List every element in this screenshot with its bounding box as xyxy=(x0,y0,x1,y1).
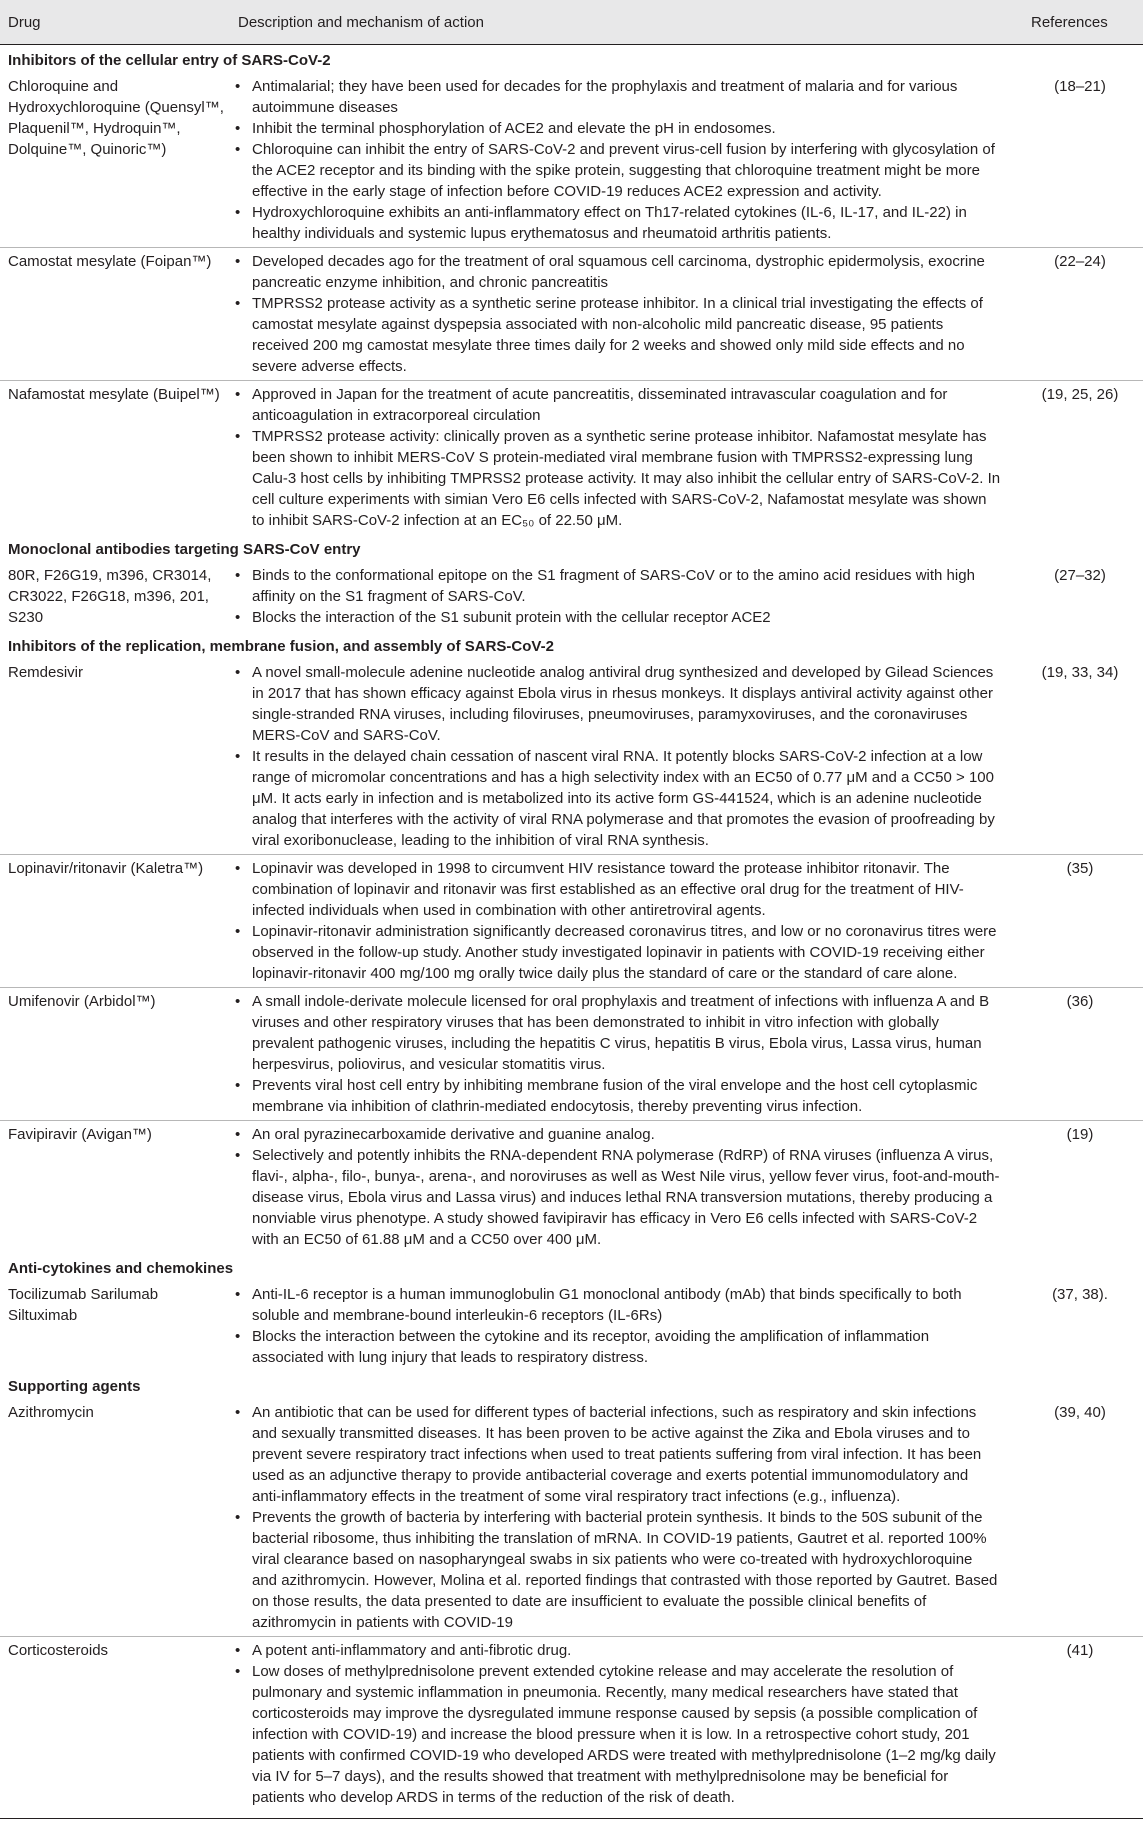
description-bullet-list xyxy=(230,662,1017,851)
section-title: Inhibitors of the replication, membrane fusion, and assembly of SARS-CoV-2 xyxy=(8,638,554,655)
description-bullet: • An antibiotic that can be used for different types of bacterial infections, such as respiratory and skin infections and sexually transmitted diseases. It has been proven to be active against the Zika and Ebola viruses and to prevent severe respiratory tract infections when used to treat patients suffering from viral infection. It has been used as an adjunctive therapy to provide antibacterial coverage and exerts potential immunomodulatory and anti-inflammatory effects in the treatment of some viral respiratory tract infections (e.g., influenza). xyxy=(230,1402,1017,1507)
drug-description xyxy=(230,1399,1017,1637)
drug-name: Azithromycin xyxy=(8,1404,94,1421)
drug-name: 80R, F26G19, m396, CR3014, CR3022, F26G18, m396, 201, S230 xyxy=(8,567,212,626)
description-bullet-list xyxy=(230,384,1017,531)
table-row xyxy=(0,1121,1143,1254)
description-bullet: • Hydroxychloroquine exhibits an anti-inflammatory effect on Th17-related cytokines (IL-6, IL-17, and IL-22) in healthy individuals and systemic lupus erythematosus and rheumatoid arthritis patients. xyxy=(230,202,1017,244)
description-bullet-list xyxy=(230,858,1017,984)
description-bullet: • Antimalarial; they have been used for decades for the prophylaxis and treatment of malaria and for various autoimmune diseases xyxy=(230,76,1017,118)
drug-name: Nafamostat mesylate (Buipel™) xyxy=(0,381,230,535)
description-bullet: • Blocks the interaction of the S1 subunit protein with the cellular receptor ACE2 xyxy=(230,607,1017,628)
description-bullet: • Prevents the growth of bacteria by interfering with bacterial protein synthesis. It binds to the 50S subunit of the bacterial ribosome, thus inhibiting the translation of mRNA. In COVID-19 patients, Gautret et al. reported 100% viral clearance based on nasopharyngeal swabs in six patients who were co-treated with hydroxychloroquine and azithromycin. However, Molina et al. reported findings that contrasted with those reported by Gautret. Based on those results, the data presented to date are insufficient to evaluate the possible clinical benefits of azithromycin in patients with COVID-19 xyxy=(230,1507,1017,1633)
references-cell: (37, 38). xyxy=(1052,1286,1108,1303)
drug-description xyxy=(230,381,1017,535)
section-header-row xyxy=(0,534,1143,562)
table-row xyxy=(0,855,1143,988)
description-bullet: • Anti-IL-6 receptor is a human immunoglobulin G1 monoclonal antibody (mAb) that binds specifically to both soluble and membrane-bound interleukin-6 receptors (IL-6Rs) xyxy=(230,1284,1017,1326)
description-bullet-list xyxy=(230,1402,1017,1633)
table-row xyxy=(0,1637,1143,1819)
drug-description xyxy=(230,659,1017,855)
description-bullet: • Chloroquine can inhibit the entry of SARS-CoV-2 and prevent virus-cell fusion by interfering with glycosylation of the ACE2 receptor and its binding with the spike protein, suggesting that chloroquine treatment might be more effective in the early stage of infection before COVID-19 reduces ACE2 expression and activity. xyxy=(230,139,1017,202)
references-cell: (19, 33, 34) xyxy=(1041,664,1119,681)
references-cell: (41) xyxy=(1017,1637,1143,1819)
table-row xyxy=(0,1399,1143,1637)
description-bullet-list xyxy=(230,1124,1017,1250)
description-bullet: • Inhibit the terminal phosphorylation of ACE2 and elevate the pH in endosomes. xyxy=(230,118,1017,139)
drug-description xyxy=(230,1637,1017,1819)
header-drug: Drug xyxy=(0,0,230,45)
description-bullet: • Low doses of methylprednisolone prevent extended cytokine release and may accelerate the resolution of pulmonary and systemic inflammation in pneumonia. Recently, many medical researchers have stated that corticosteroids may improve the dysregulated immune response caused by sepsis (a possible complication of infection with COVID-19) and increase the blood pressure when it is low. In a retrospective cohort study, 201 patients with confirmed COVID-19 who developed ARDS were treated with methylprednisolone (1–2 mg/kg daily via IV for 5–7 days), and the results showed that treatment with methylprednisolone may be beneficial for patients who develop ARDS in terms of the reduction of the risk of death. xyxy=(230,1661,1017,1808)
description-bullet: • Selectively and potently inhibits the RNA-dependent RNA polymerase (RdRP) of RNA viruses (influenza A virus, flavi-, alpha-, filo-, bunya-, arena-, and noroviruses as well as West Nile virus, yellow fever virus, foot-and-mouth-disease virus, Ebola virus and Lassa virus) and induces lethal RNA transversion mutations, thereby producing a nonviable virus phenotype. A study showed favipiravir has efficacy in Vero E6 cells infected with SARS-CoV-2 with an EC50 of 61.88 μM and a CC50 over 400 μM. xyxy=(230,1145,1017,1250)
description-bullet: • Developed decades ago for the treatment of oral squamous cell carcinoma, dystrophic epidermolysis, exocrine pancreatic enzyme inhibition, and chronic pancreatitis xyxy=(230,251,1017,293)
drug-name: Remdesivir xyxy=(8,664,84,681)
description-bullet: • TMPRSS2 protease activity: clinically proven as a synthetic serine protease inhibitor. Nafamostat mesylate has been shown to inhibit MERS-CoV S protein-mediated viral membrane fusion with TMPRSS2-expressing lung Calu-3 host cells by inhibiting TMPRSS2 protease activity. It may also inhibit the cellular entry of SARS-CoV-2. In cell culture experiments with simian Vero E6 cells infected with SARS-CoV-2, Nafamostat mesylate was shown to inhibit SARS-CoV-2 infection at an EC₅₀ of 22.50 μM. xyxy=(230,426,1017,531)
description-bullet: • Lopinavir was developed in 1998 to circumvent HIV resistance toward the protease inhibitor ritonavir. The combination of lopinavir and ritonavir was first established as an effective oral drug for the treatment of HIV-infected individuals when used in combination with other antiretroviral agents. xyxy=(230,858,1017,921)
drug-description xyxy=(230,1281,1017,1371)
header-description: Description and mechanism of action xyxy=(230,0,1017,45)
description-bullet: • A small indole-derivate molecule licensed for oral prophylaxis and treatment of infections with influenza A and B viruses and other respiratory viruses that has been demonstrated to inhibit in vitro infection with globally prevalent pathogenic viruses, including the hepatitis C virus, hepatitis B virus, Ebola virus, Lassa virus, human herpesvirus, poliovirus, and vesicular stomatitis virus. xyxy=(230,991,1017,1075)
references-cell: (19, 25, 26) xyxy=(1017,381,1143,535)
table-row xyxy=(0,381,1143,535)
drug-name: Tocilizumab Sarilumab Siltuximab xyxy=(8,1286,159,1324)
section-header-row xyxy=(0,45,1143,74)
table-row xyxy=(0,1281,1143,1371)
table-row xyxy=(0,73,1143,248)
description-bullet: • Approved in Japan for the treatment of acute pancreatitis, disseminated intravascular coagulation and for anticoagulation in extracorporeal circulation xyxy=(230,384,1017,426)
description-bullet: • Binds to the conformational epitope on the S1 fragment of SARS-CoV or to the amino acid residues with high affinity on the S1 fragment of SARS-CoV. xyxy=(230,565,1017,607)
description-bullet: • Prevents viral host cell entry by inhibiting membrane fusion of the viral envelope and the host cell cytoplasmic membrane via inhibition of clathrin-mediated endocytosis, thereby preventing virus infection. xyxy=(230,1075,1017,1117)
drug-description xyxy=(230,988,1017,1121)
drug-name: Lopinavir/ritonavir (Kaletra™) xyxy=(0,855,230,988)
references-cell: (19) xyxy=(1017,1121,1143,1254)
description-bullet: • It results in the delayed chain cessation of nascent viral RNA. It potently blocks SARS-CoV-2 infection at a low range of micromolar concentrations and has a high selectivity index with an EC50 of 0.77 μM and a CC50 > 100 μM. It acts early in infection and is metabolized into its active form GS-441524, which is an adenine nucleotide analog that interferes with the activity of viral RNA polymerase and that promotes the evasion of proofreading by viral exoribonuclease, leading to the inhibition of viral RNA synthesis. xyxy=(230,746,1017,851)
references-cell: (36) xyxy=(1017,988,1143,1121)
references-cell: (18–21) xyxy=(1054,78,1106,95)
drug-description xyxy=(230,248,1017,381)
section-title: Monoclonal antibodies targeting SARS-CoV entry xyxy=(8,541,361,558)
drug-name: Camostat mesylate (Foipan™) xyxy=(0,248,230,381)
description-bullet-list xyxy=(230,1640,1017,1808)
drug-description xyxy=(230,1121,1017,1254)
references-cell: (22–24) xyxy=(1017,248,1143,381)
drug-description xyxy=(230,855,1017,988)
drug-name: Umifenovir (Arbidol™) xyxy=(0,988,230,1121)
section-title: Inhibitors of the cellular entry of SARS-CoV-2 xyxy=(8,52,331,69)
drug-name: Favipiravir (Avigan™) xyxy=(0,1121,230,1254)
references-cell: (35) xyxy=(1017,855,1143,988)
section-title: Supporting agents xyxy=(8,1378,141,1395)
description-bullet-list xyxy=(230,76,1017,244)
description-bullet-list xyxy=(230,1284,1017,1368)
drug-name: Chloroquine and Hydroxychloroquine (Quensyl™, Plaquenil™, Hydroquin™, Dolquine™, Quinoric™) xyxy=(8,78,224,158)
table-row xyxy=(0,659,1143,855)
section-header-row xyxy=(0,1253,1143,1281)
description-bullet: • A novel small-molecule adenine nucleotide analog antiviral drug synthesized and developed by Gilead Sciences in 2017 that has shown efficacy against Ebola virus in rhesus monkeys. It displays antiviral activity against other single-stranded RNA viruses, including filoviruses, pneumoviruses, paramyxoviruses, and the coronaviruses MERS-CoV and SARS-CoV. xyxy=(230,662,1017,746)
drug-description xyxy=(230,73,1017,248)
description-bullet-list xyxy=(230,565,1017,628)
description-bullet-list xyxy=(230,991,1017,1117)
section-header-row xyxy=(0,631,1143,659)
references-cell: (27–32) xyxy=(1054,567,1106,584)
description-bullet: • Blocks the interaction between the cytokine and its receptor, avoiding the amplification of inflammation associated with lung injury that leads to respiratory distress. xyxy=(230,1326,1017,1368)
references-cell: (39, 40) xyxy=(1054,1404,1106,1421)
drug-description xyxy=(230,562,1017,631)
header-references: References xyxy=(1017,0,1143,45)
description-bullet: • An oral pyrazinecarboxamide derivative and guanine analog. xyxy=(230,1124,1017,1145)
description-bullet: • TMPRSS2 protease activity as a synthetic serine protease inhibitor. In a clinical trial investigating the effects of camostat mesylate against dyspepsia associated with non-alcoholic mild pancreatic disease, 95 patients received 200 mg camostat mesylate three times daily for 2 weeks and showed only mild side effects and no severe adverse effects. xyxy=(230,293,1017,377)
table-row xyxy=(0,248,1143,381)
table-body xyxy=(0,45,1143,1819)
table-row xyxy=(0,988,1143,1121)
table-row xyxy=(0,562,1143,631)
table-header-row xyxy=(0,0,1143,45)
drug-name: Corticosteroids xyxy=(0,1637,230,1819)
description-bullet-list xyxy=(230,251,1017,377)
section-title: Anti-cytokines and chemokines xyxy=(8,1260,234,1277)
section-header-row xyxy=(0,1371,1143,1399)
description-bullet: • Lopinavir-ritonavir administration significantly decreased coronavirus titres, and low or no coronavirus titres were observed in the follow-up study. Another study investigated lopinavir in patients with COVID-19 receiving either lopinavir-ritonavir 400 mg/100 mg orally twice daily plus the standard of care or the standard of care alone. xyxy=(230,921,1017,984)
description-bullet: • A potent anti-inflammatory and anti-fibrotic drug. xyxy=(230,1640,1017,1661)
